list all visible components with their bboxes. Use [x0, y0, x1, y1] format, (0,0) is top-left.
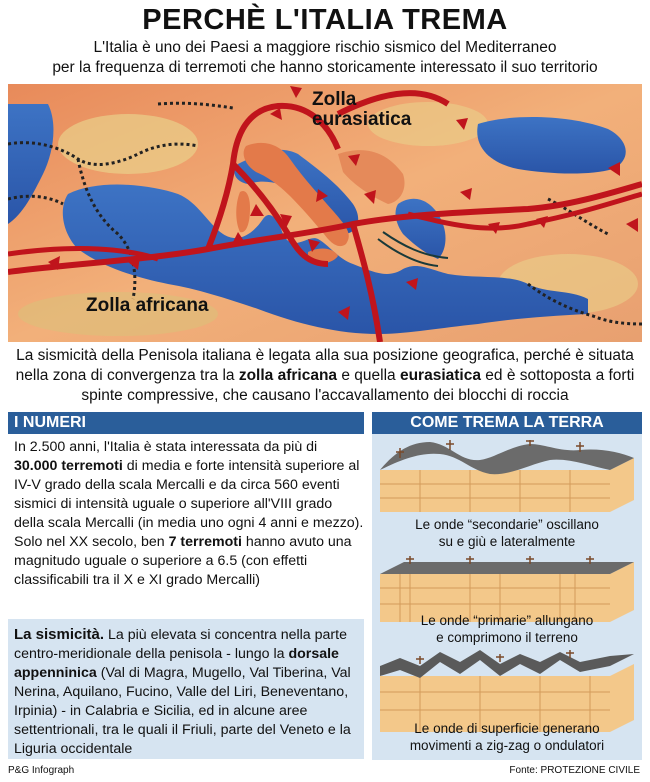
tectonic-map — [8, 84, 642, 342]
sismicita-lead: La sismicità. — [14, 626, 105, 643]
geo-text-part2: e quella — [337, 367, 400, 384]
numeri-part4: hanno avuto una magnitudo uguale o superiore a 6.5 (con effetti classificabili tra il X e XI grado Mercalli) — [14, 534, 352, 588]
sismicita-bold-dorsale: dorsale appenninica — [14, 646, 339, 681]
numeri-text — [8, 438, 364, 590]
caption-secondary-waves — [372, 516, 642, 550]
secondary-wave-diagram — [380, 440, 634, 514]
sismicita-box — [8, 619, 364, 759]
caption-secondary-line2: su e giù e lateralmente — [438, 534, 576, 549]
label-eurasian-plate — [312, 90, 411, 130]
geographic-explanation — [8, 346, 642, 406]
numeri-bold-7: 7 terremoti — [168, 534, 242, 550]
subtitle-line-1: L'Italia è uno dei Paesi a maggiore rischio sismico del Mediterraneo — [93, 39, 557, 56]
subtitle-line-2: per la frequenza di terremoti che hanno storicamente interessato il suo territorio — [52, 59, 598, 76]
source-credit: Fonte: PROTEZIONE CIVILE — [509, 765, 640, 776]
numeri-part1: In 2.500 anni, l'Italia è stata interessata da più di — [14, 439, 318, 455]
geo-text-part1: La sismicità della Penisola italiana è legata alla sua posizione geografica, perché è situata nella zona di convergenza tra la — [15, 347, 634, 384]
caption-primary-line2: e comprimono il terreno — [436, 630, 578, 645]
numeri-bold-30000: 30.000 terremoti — [14, 458, 123, 474]
caption-primary-waves — [372, 612, 642, 646]
numeri-part3: Solo nel XX secolo, ben — [14, 534, 169, 550]
caption-surface-waves — [372, 720, 642, 754]
geo-bold-african: zolla africana — [238, 367, 338, 384]
numeri-part2: di media e forte intensità superiore al IV-V grado della scala Mercalli e da circa 560 eventi sismici di intensità uguale o superiore all'VIII grado della scala Mercalli (in media uno ogni 4 anni e mezzo). — [14, 458, 364, 531]
geo-text-part3: ed è sottoposta a forti spinte compressive, che causano l'accavallamento dei blocchi di roccia — [81, 367, 635, 404]
numeri-header: I NUMERI — [8, 412, 364, 434]
sismicita-part2: (Val di Magra, Mugello, Val Tiberina, Val Nerina, Aquilano, Fucino, Valle del Liri, Beneventano, Irpinia) - in Calabria e Sicilia, ed in alcune aree settentrionali, tra le quali il Friuli, parte del Veneto e la Liguria occidentale — [14, 665, 351, 757]
credit-infograph: P&G Infograph — [8, 765, 75, 776]
caption-surface-line2: movimenti a zig-zag o ondulatori — [409, 738, 605, 753]
caption-surface-line1: Le onde di superficie generano — [414, 721, 600, 736]
trema-header: COME TREMA LA TERRA — [372, 412, 642, 434]
geo-bold-eurasian: eurasiatica — [399, 367, 481, 384]
sismicita-part1: La più elevata si concentra nella parte centro-meridionale della penisola - lungo la — [14, 627, 347, 662]
page-title: PERCHÈ L'ITALIA TREMA — [142, 4, 508, 36]
caption-secondary-line1: Le onde “secondarie” oscillano — [415, 517, 599, 532]
trema-panel — [372, 434, 642, 760]
label-eurasian-line1: Zolla — [312, 89, 357, 110]
label-african-plate: Zolla africana — [86, 295, 209, 316]
page-subtitle — [0, 38, 650, 78]
caption-primary-line1: Le onde “primarie” allungano — [420, 613, 594, 628]
label-eurasian-line2: eurasiatica — [312, 109, 412, 130]
